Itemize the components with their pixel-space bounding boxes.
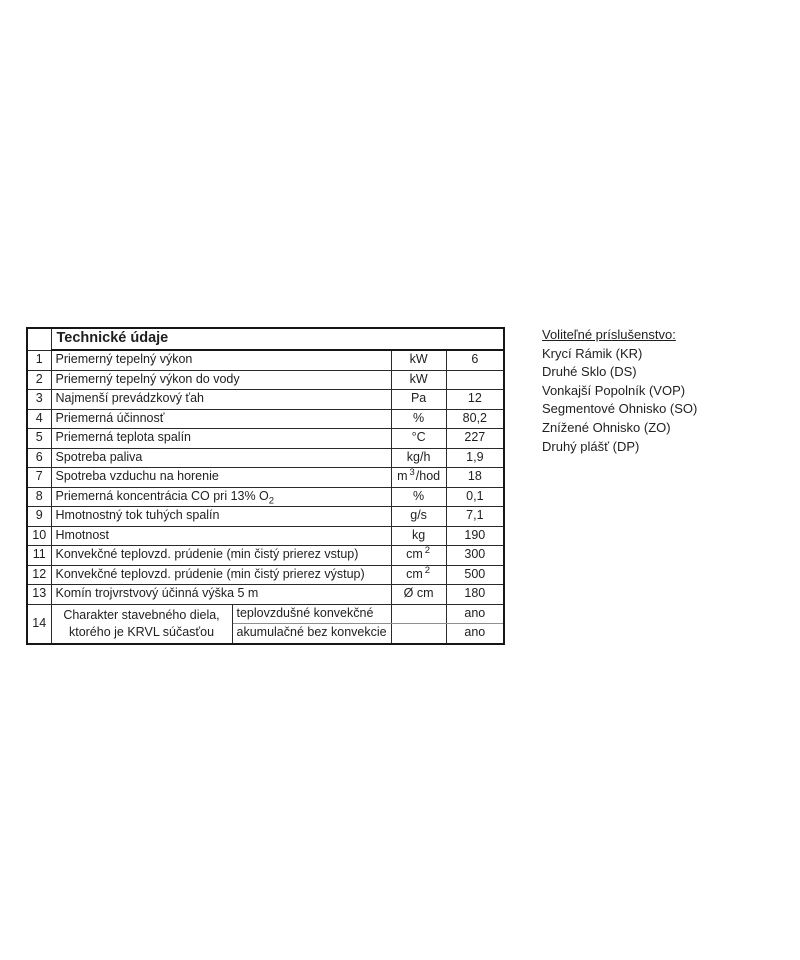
table-row	[27, 604, 504, 624]
row-unit-cell: Pa	[391, 390, 446, 410]
table-row	[27, 448, 504, 468]
table-row	[27, 585, 504, 605]
row-number-cell: 4	[27, 409, 51, 429]
table-row	[27, 370, 504, 390]
row-number-cell: 3	[27, 390, 51, 410]
row-value-cell: 500	[446, 565, 504, 585]
accessories-item: Krycí Rámik (KR)	[542, 345, 643, 361]
row-label-cell: Hmotnost	[51, 526, 391, 546]
row-number-cell: 11	[27, 546, 51, 566]
row-label-cell: Spotreba paliva	[51, 448, 391, 468]
row-unit-cell: kW	[391, 370, 446, 390]
row-label-cell: Komín trojvrstvový účinná výška 5 m	[51, 585, 391, 605]
row-value-cell: 300	[446, 546, 504, 566]
row-unit-cell: %	[391, 409, 446, 429]
row-label-cell: Priemerný tepelný výkon	[51, 350, 391, 370]
row-value-cell: 6	[446, 350, 504, 370]
table-row	[27, 526, 504, 546]
table-row	[27, 390, 504, 410]
accessories-list	[542, 326, 697, 456]
row14-subrow-label-cell: akumulačné bez konvekcie	[232, 624, 391, 644]
header-number-cell	[27, 328, 51, 350]
row-number-cell: 10	[27, 526, 51, 546]
row-number-cell: 13	[27, 585, 51, 605]
unit-superscript: 3	[409, 467, 415, 479]
row-number-cell: 1	[27, 350, 51, 370]
table-header-row	[27, 328, 504, 350]
row-label-cell: Priemerný tepelný výkon do vody	[51, 370, 391, 390]
row-label-cell: Najmenší prevádzkový ťah	[51, 390, 391, 410]
row-value-cell: 12	[446, 390, 504, 410]
row-value-cell: 180	[446, 585, 504, 605]
table-row	[27, 429, 504, 449]
accessories-title: Voliteľné príslušenstvo:	[542, 327, 676, 342]
row-unit-cell: kW	[391, 350, 446, 370]
unit-superscript: 2	[424, 545, 431, 557]
row-number-cell: 2	[27, 370, 51, 390]
row-label-cell: Konvekčné teplovzd. prúdenie (min čistý prierez výstup)	[51, 565, 391, 585]
row-label-cell: Konvekčné teplovzd. prúdenie (min čistý prierez vstup)	[51, 546, 391, 566]
row-unit-cell	[391, 468, 446, 488]
accessories-item: Segmentové Ohnisko (SO)	[542, 401, 698, 417]
row-label-cell: Priemerná účinnosť	[51, 409, 391, 429]
row-unit-cell: g/s	[391, 507, 446, 527]
table-row	[27, 409, 504, 429]
technical-data-table	[26, 327, 505, 645]
row-number-cell: 14	[27, 604, 51, 644]
row-value-cell: 1,9	[446, 448, 504, 468]
row-unit-cell	[391, 565, 446, 585]
row-unit-cell: kg	[391, 526, 446, 546]
accessories-item: Druhé Sklo (DS)	[542, 364, 637, 380]
row-label-cell	[51, 468, 391, 488]
row-value-cell: 190	[446, 526, 504, 546]
label-subscript: 2	[268, 495, 275, 507]
row14-label-cell	[51, 604, 232, 644]
table-title: Technické údaje	[51, 328, 504, 350]
accessories-item: Druhý plášť (DP)	[542, 438, 640, 454]
row-value-cell	[446, 370, 504, 390]
row-value-cell: 18	[446, 468, 504, 488]
unit-base: cm	[406, 547, 423, 562]
unit-text: Spotreba vzduchu na horenie	[55, 469, 219, 484]
row-value-cell: 0,1	[446, 487, 504, 507]
row-value-cell: 7,1	[446, 507, 504, 527]
accessories-item: Vonkajší Popolník (VOP)	[542, 382, 686, 398]
row14-subrow-unit-cell	[391, 624, 446, 644]
table-row	[27, 468, 504, 488]
row-label-cell	[51, 487, 391, 507]
row-number-cell: 6	[27, 448, 51, 468]
table-row	[27, 565, 504, 585]
row14-subrow-value-cell: ano	[446, 624, 504, 644]
row-number-cell: 5	[27, 429, 51, 449]
row14-label-line2: ktorého je KRVL súčasťou	[68, 624, 215, 639]
row14-subrow-value-cell: ano	[446, 604, 504, 624]
row-unit-cell	[391, 546, 446, 566]
row-number-cell: 8	[27, 487, 51, 507]
unit-base: m	[397, 469, 408, 484]
row-value-cell: 80,2	[446, 409, 504, 429]
label-main: Priemerná koncentrácia CO pri 13% O	[55, 488, 269, 503]
row-number-cell: 7	[27, 468, 51, 488]
row-label-cell: Priemerná teplota spalín	[51, 429, 391, 449]
accessories-item: Znížené Ohnisko (ZO)	[542, 419, 671, 435]
unit-base: cm	[406, 566, 423, 581]
row-label-cell: Hmotnostný tok tuhých spalín	[51, 507, 391, 527]
row-unit-cell: kg/h	[391, 448, 446, 468]
row-unit-cell: °C	[391, 429, 446, 449]
unit-rest: /hod	[415, 469, 441, 484]
row-unit-cell: %	[391, 487, 446, 507]
row14-label-line1: Charakter stavebného diela,	[63, 607, 220, 622]
table-row	[27, 507, 504, 527]
table-row	[27, 350, 504, 370]
row14-subrow-unit-cell	[391, 604, 446, 624]
row14-subrow-label-cell: teplovzdušné konvekčné	[232, 604, 391, 624]
row-number-cell: 9	[27, 507, 51, 527]
row-number-cell: 12	[27, 565, 51, 585]
row-unit-cell: Ø cm	[391, 585, 446, 605]
row-value-cell: 227	[446, 429, 504, 449]
table-row	[27, 546, 504, 566]
unit-superscript: 2	[424, 565, 431, 576]
table-row	[27, 487, 504, 507]
